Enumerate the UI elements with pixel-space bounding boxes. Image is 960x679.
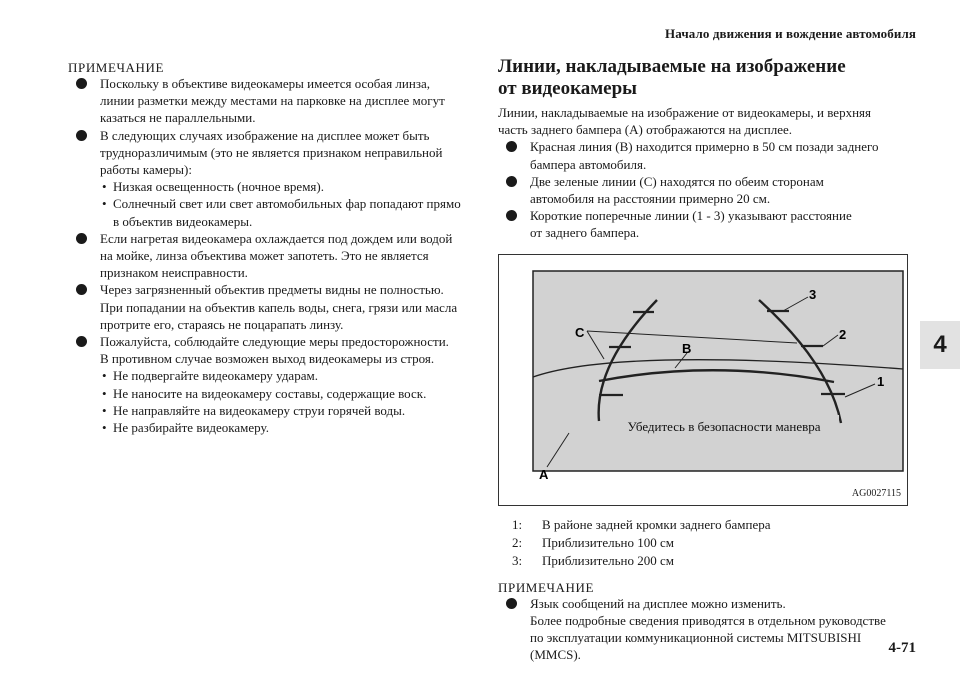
label-2: 2 <box>839 326 847 342</box>
section-bullet: Короткие поперечные линии (1 - 3) указывают расстояние от заднего бампера. <box>498 207 918 241</box>
label-3: 3 <box>809 286 817 302</box>
note-bullet: Язык сообщений на дисплее можно изменить. Более подробные сведения приводятся в отдельном руководстве по эксплуатации коммуникационной системы MITSUBISHI (MMCS). <box>498 595 918 664</box>
camera-lines-figure <box>498 254 908 506</box>
bullet-dot-icon <box>76 78 87 89</box>
right-note <box>498 580 918 664</box>
legend-row: 1: В районе задней кромки заднего бампера <box>512 516 771 532</box>
label-c: C <box>575 324 585 340</box>
note-bullet: Поскольку в объективе видеокамеры имеется особая линза, линии разметки между местами на парковке на дисплее могут казаться не параллельными. <box>68 75 478 127</box>
note-bullet: Пожалуйста, соблюдайте следующие меры предосторожности. В противном случае возможен выход видеокамеры из строя. <box>68 333 478 367</box>
camera-display-illustration <box>499 255 909 507</box>
note-sub-item: • Не подвергайте видеокамеру ударам. <box>102 368 318 384</box>
figure-code: AG0027115 <box>851 487 901 499</box>
bullet-dot-icon <box>506 141 517 152</box>
label-b: B <box>682 340 692 356</box>
left-column <box>68 60 478 436</box>
figure-legend <box>498 516 918 570</box>
note-sub-item: • Низкая освещенность (ночное время). <box>102 179 324 195</box>
running-header: Начало движения и вождение автомобиля <box>665 26 916 41</box>
note-title: ПРИМЕЧАНИЕ <box>68 60 165 75</box>
chapter-tab: 4 <box>920 321 960 369</box>
note-title: ПРИМЕЧАНИЕ <box>498 579 595 595</box>
section-bullet: Две зеленые линии (C) находятся по обеим сторонам автомобиля на расстоянии примерно 20 см. <box>498 173 918 207</box>
note-bullet: В следующих случаях изображение на дисплее может быть трудноразличимым (это не является признаком неправильной работы камеры): <box>68 127 478 179</box>
page-number: 4-71 <box>888 640 916 656</box>
note-sub-item: • Не наносите на видеокамеру составы, содержащие воск. <box>102 385 427 401</box>
bullet-dot-icon <box>506 176 517 187</box>
label-a: A <box>539 466 549 482</box>
note-sub-item: • Солнечный свет или свет автомобильных фар попадают прямо в объектив видеокамеры. <box>102 196 461 229</box>
right-column <box>498 56 918 663</box>
label-1: 1 <box>877 373 885 389</box>
bullet-dot-icon <box>76 130 87 141</box>
bullet-dot-icon <box>76 336 87 347</box>
note-sub-item: • Не разбирайте видеокамеру. <box>102 420 269 436</box>
bullet-dot-icon <box>506 598 517 609</box>
note-sub-item: • Не направляйте на видеокамеру струи горячей воды. <box>102 402 406 418</box>
bullet-dot-icon <box>76 284 87 295</box>
note-bullet: Если нагретая видеокамера охлаждается под дождем или водой на мойке, линза объектива может запотеть. Это не является признаком неисправности. <box>68 230 478 282</box>
section-bullet: Красная линия (B) находится примерно в 50 см позади заднего бампера автомобиля. <box>498 138 918 172</box>
note-bullet: Через загрязненный объектив предметы видны не полностью. При попадании на объектив капель воды, снега, грязи или масла протрите его, стараясь не поцарапать линзу. <box>68 281 478 333</box>
section-intro: Линии, накладываемые на изображение от видеокамеры, и верхняя часть заднего бампера (A) отображаются на дисплее. <box>498 105 871 138</box>
safety-message: Убедитесь в безопасности маневра <box>627 418 821 434</box>
section-title: Линии, накладываемые на изображение от видеокамеры <box>498 56 846 99</box>
bullet-dot-icon <box>76 233 87 244</box>
legend-row: 3: Приблизительно 200 см <box>512 552 674 568</box>
legend-row: 2: Приблизительно 100 см <box>512 534 674 550</box>
bullet-dot-icon <box>506 210 517 221</box>
